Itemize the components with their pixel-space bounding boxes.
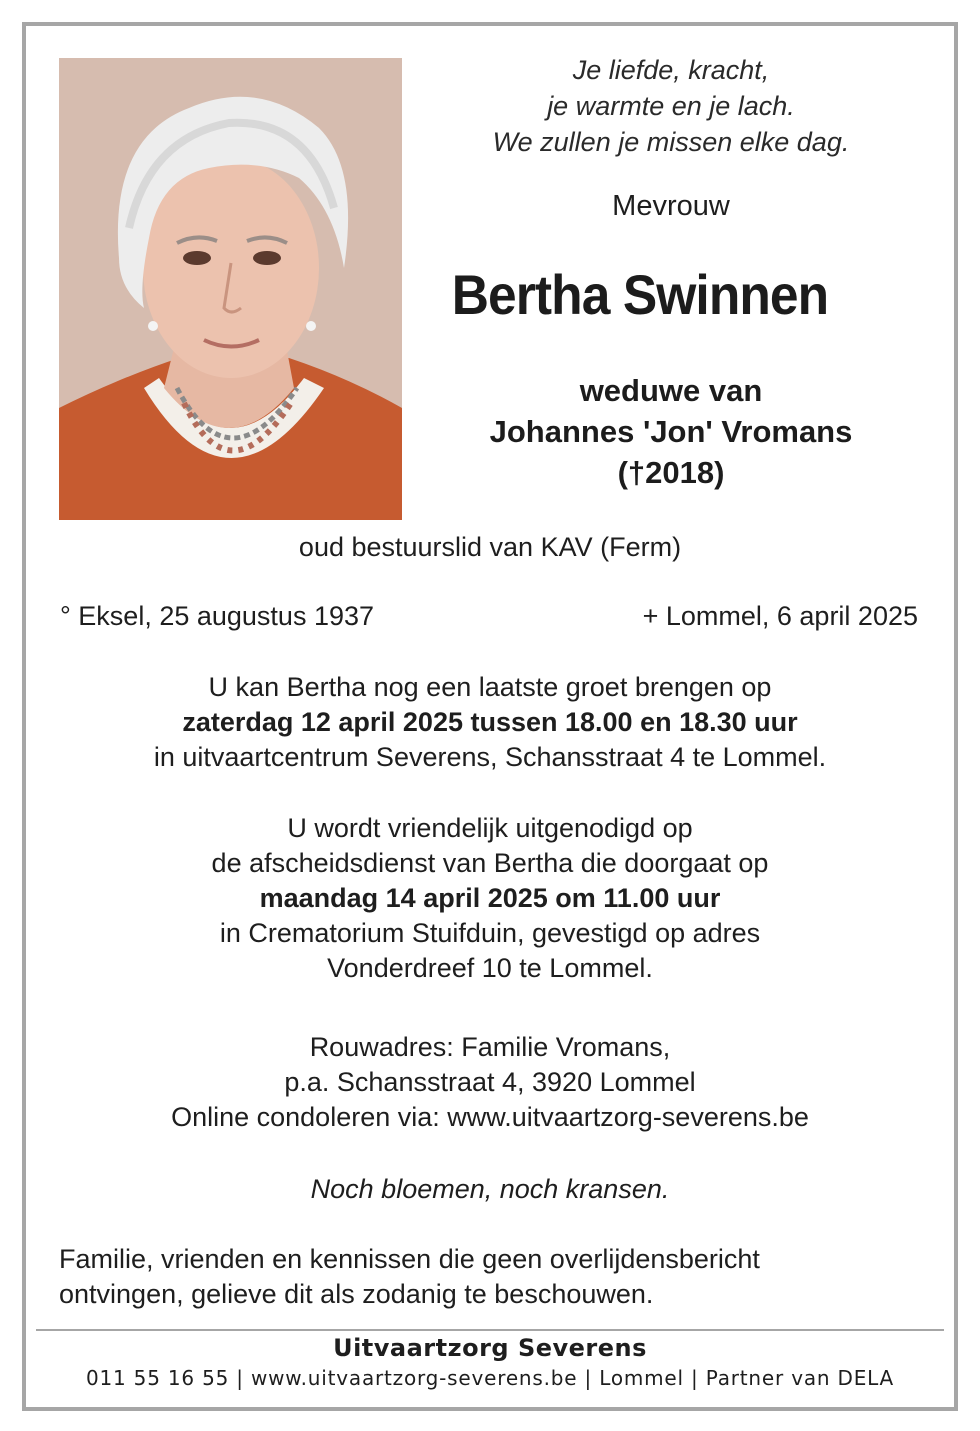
spouse-line: weduwe van xyxy=(579,373,763,408)
greeting-location: in uitvaartcentrum Severens, Schansstraat 4 te Lommel. xyxy=(153,742,827,772)
service-line: de afscheidsdienst van Bertha die doorgaat op xyxy=(211,848,769,878)
footer-company: Uitvaartzorg Severens xyxy=(333,1334,647,1362)
greeting-line: U kan Bertha nog een laatste groet brengen op xyxy=(208,672,772,702)
greeting-date: zaterdag 12 april 2025 tussen 18.00 en 18.30 uur xyxy=(182,707,798,737)
service-line: U wordt vriendelijk uitgenodigd op xyxy=(287,813,693,843)
birth-line: ° Eksel, 25 augustus 1937 xyxy=(60,601,375,631)
service-date: maandag 14 april 2025 om 11.00 uur xyxy=(259,883,721,913)
deceased-name: Bertha Swinnen xyxy=(451,263,829,326)
address-line: Rouwadres: Familie Vromans, xyxy=(309,1032,671,1062)
address-block xyxy=(40,1030,940,1135)
spouse-info xyxy=(436,370,906,493)
footer-divider xyxy=(36,1329,944,1331)
notice-note xyxy=(59,1242,919,1312)
poem-line: Je liefde, kracht, xyxy=(572,55,770,85)
poem-line: We zullen je missen elke dag. xyxy=(492,127,850,157)
footer-contact: 011 55 16 55 | www.uitvaartzorg-severens.be | Lommel | Partner van DELA xyxy=(85,1366,895,1390)
title-prefix: Mevrouw xyxy=(612,190,730,222)
portrait-photo xyxy=(59,58,402,520)
poem-line: je warmte en je lach. xyxy=(547,91,795,121)
service-line: in Crematorium Stuifduin, gevestigd op adres xyxy=(219,918,761,948)
address-line: p.a. Schansstraat 4, 3920 Lommel xyxy=(284,1067,696,1097)
service-line: Vonderdreef 10 te Lommel. xyxy=(327,953,653,983)
greeting-block xyxy=(40,670,940,775)
spouse-line: (†2018) xyxy=(617,455,725,490)
death-line: + Lommel, 6 april 2025 xyxy=(642,601,918,631)
service-block xyxy=(40,811,940,986)
condolence-line: Online condoleren via: www.uitvaartzorg-severens.be xyxy=(171,1102,809,1132)
poem xyxy=(436,52,906,160)
role-line: oud bestuurslid van KAV (Ferm) xyxy=(298,532,682,562)
note-line: ontvingen, gelieve dit als zodanig te beschouwen. xyxy=(59,1279,654,1309)
note-line: Familie, vrienden en kennissen die geen overlijdensbericht xyxy=(59,1244,760,1274)
flowers-line: Noch bloemen, noch kransen. xyxy=(310,1174,670,1204)
spouse-line: Johannes 'Jon' Vromans xyxy=(489,414,853,449)
